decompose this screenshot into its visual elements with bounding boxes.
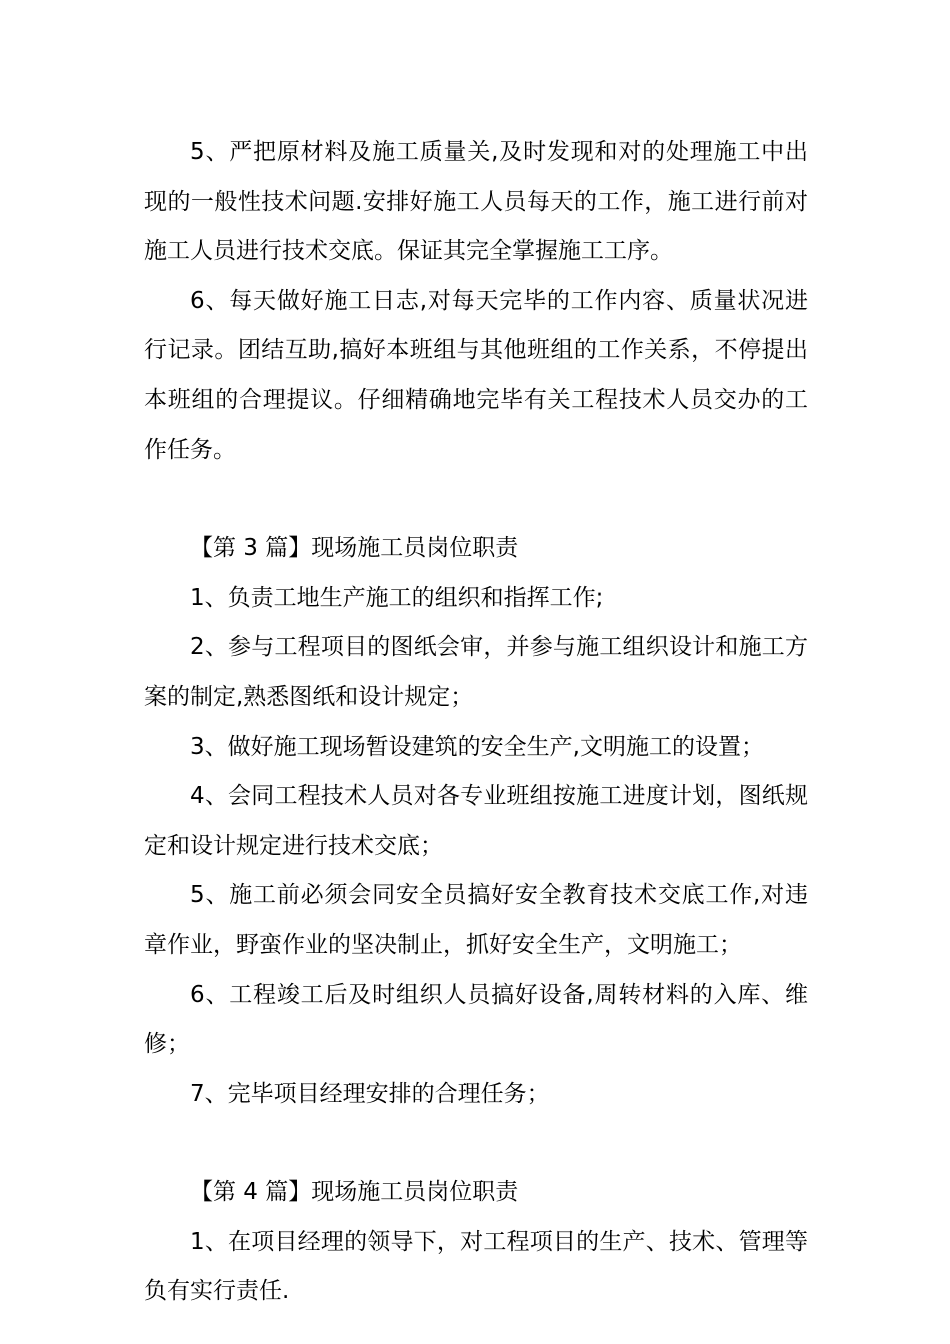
paragraph-item-4-technical-briefing: 4、会同工程技术人员对各专业班组按施工进度计划，图纸规定和设计规定进行技术交底； bbox=[144, 783, 808, 859]
paragraph-item-3-temporary-buildings: 3、做好施工现场暂设建筑的安全生产,文明施工的设置； bbox=[190, 733, 764, 760]
section-heading-part-4: 【第 4 篇】现场施工员岗位职责 bbox=[190, 1179, 519, 1206]
document-page bbox=[144, 128, 808, 1317]
paragraph-item-2-drawing-review: 2、参与工程项目的图纸会审，并参与施工组织设计和施工方案的制定,熟悉图纸和设计规定； bbox=[144, 634, 808, 710]
paragraph-item-6-construction-log: 6、每天做好施工日志,对每天完毕的工作内容、质量状况进行记录。团结互助,搞好本班组与其他班组的工作关系，不停提出本班组的合理提议。仔细精确地完毕有关工程技术人员交办的工作任务。 bbox=[144, 287, 808, 463]
section-spacer bbox=[144, 475, 808, 524]
paragraph-item-1-project-manager: 1、在项目经理的领导下，对工程项目的生产、技术、管理等负有实行责任. bbox=[144, 1228, 808, 1305]
paragraph-item-5-material-quality: 5、严把原材料及施工质量关,及时发现和对的处理施工中出现的一般性技术问题.安排好施工人员每天的工作，施工进行前对施工人员进行技术交底。保证其完全掌握施工工序。 bbox=[144, 139, 808, 265]
paragraph-item-1-organize: 1、负责工地生产施工的组织和指挥工作; bbox=[190, 584, 604, 611]
section-heading-part-3: 【第 3 篇】现场施工员岗位职责 bbox=[190, 535, 519, 562]
paragraph-item-6-completion: 6、工程竣工后及时组织人员搞好设备,周转材料的入库、维修； bbox=[144, 981, 808, 1058]
paragraph-item-5-safety-education: 5、施工前必须会同安全员搞好安全教育技术交底工作,对违章作业，野蛮作业的坚决制止，抓好安全生产，文明施工； bbox=[144, 882, 808, 958]
section-spacer bbox=[144, 1119, 808, 1168]
paragraph-item-7-tasks: 7、完毕项目经理安排的合理任务； bbox=[190, 1080, 550, 1107]
